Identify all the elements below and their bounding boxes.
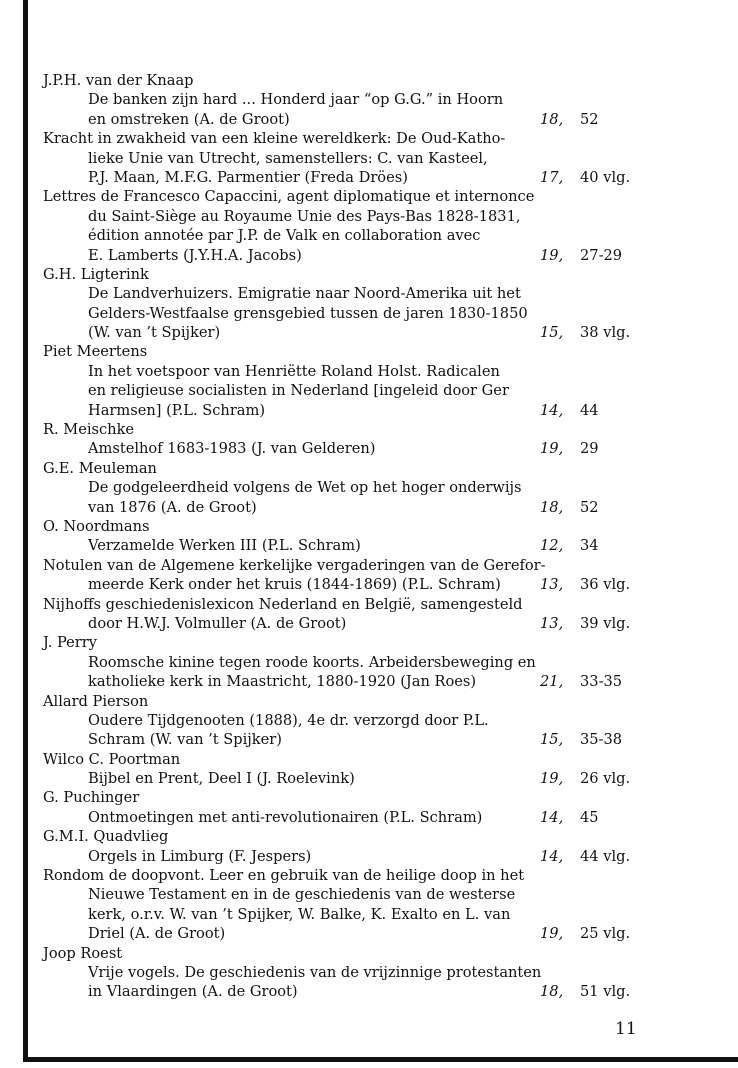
entry-text: De banken zijn hard ... Honderd jaar “op G.G.” in Hoorn xyxy=(88,91,504,109)
entry-text: De godgeleerdheid volgens de Wet op het hoger onderwijs xyxy=(88,479,522,497)
page-reference: 45 xyxy=(580,808,599,826)
index-entry xyxy=(43,866,713,944)
entry-text: Joop Roest xyxy=(43,944,123,962)
page-reference: 34 xyxy=(580,537,599,555)
entry-continuation xyxy=(43,575,713,594)
entry-text: Roomsche kinine tegen roode koorts. Arbeidersbeweging en xyxy=(88,653,536,671)
entry-heading xyxy=(43,827,713,846)
entry-text: Vrije vogels. De geschiedenis van de vrijzinnige protestanten xyxy=(88,963,542,981)
entry-text: en religieuse socialisten in Nederland [ingeleid door Ger xyxy=(88,382,509,400)
entry-text: Verzamelde Werken III (P.L. Schram) xyxy=(88,537,361,555)
entry-continuation xyxy=(43,730,713,749)
index-entry xyxy=(43,459,713,517)
entry-continuation xyxy=(43,536,713,555)
entry-continuation xyxy=(43,982,713,1001)
entry-continuation xyxy=(43,885,713,904)
entry-text: kerk, o.r.v. W. van ’t Spijker, W. Balke, K. Exalto en L. van xyxy=(88,905,511,923)
index-entry xyxy=(43,420,713,459)
entry-text: Gelders-Westfaalse grensgebied tussen de jaren 1830-1850 xyxy=(88,304,528,322)
entry-text: van 1876 (A. de Groot) xyxy=(88,498,257,516)
entry-continuation xyxy=(43,401,713,420)
index-entry xyxy=(43,265,713,343)
volume-number: 13, xyxy=(540,614,564,632)
entry-heading xyxy=(43,517,713,536)
page-reference: 39 vlg. xyxy=(580,614,631,632)
page-reference: 52 xyxy=(580,110,599,128)
entry-text: O. Noordmans xyxy=(43,517,150,535)
index-entry xyxy=(43,129,713,187)
entry-text: P.J. Maan, M.F.G. Parmentier (Freda Dröes) xyxy=(88,168,408,186)
index-entry xyxy=(43,692,713,750)
entry-text: édition annotée par J.P. de Valk en collaboration avec xyxy=(88,227,481,245)
entry-heading xyxy=(43,265,713,284)
page-reference: 33-35 xyxy=(580,673,623,691)
entry-text: G. Puchinger xyxy=(43,789,140,807)
entry-text: Wilco C. Poortman xyxy=(43,750,181,768)
entry-continuation xyxy=(43,149,713,168)
entry-text: Driel (A. de Groot) xyxy=(88,925,226,943)
volume-number: 19, xyxy=(540,440,564,458)
entry-heading xyxy=(43,187,713,206)
entry-continuation xyxy=(43,924,713,943)
index-entry xyxy=(43,342,713,420)
entry-text: door H.W.J. Volmuller (A. de Groot) xyxy=(88,614,347,632)
entry-continuation xyxy=(43,110,713,129)
entry-text: Harmsen] (P.L. Schram) xyxy=(88,401,266,419)
page-reference: 44 vlg. xyxy=(580,847,631,865)
entry-continuation xyxy=(43,207,713,226)
entry-heading xyxy=(43,692,713,711)
page-reference: 38 vlg. xyxy=(580,324,631,342)
page-reference: 44 xyxy=(580,401,599,419)
entry-continuation xyxy=(43,246,713,265)
volume-number: 17, xyxy=(540,168,564,186)
entry-continuation xyxy=(43,711,713,730)
entry-text: lieke Unie van Utrecht, samenstellers: C. van Kasteel, xyxy=(88,149,488,167)
entry-text: du Saint-Siège au Royaume Unie des Pays-Bas 1828-1831, xyxy=(88,207,521,225)
entry-text: Oudere Tijdgenooten (1888), 4e dr. verzorgd door P.L. xyxy=(88,711,489,729)
volume-number: 19, xyxy=(540,770,564,788)
page-reference: 51 vlg. xyxy=(580,983,631,1001)
entry-text: J. Perry xyxy=(43,634,97,652)
entry-text: en omstreken (A. de Groot) xyxy=(88,110,290,128)
entry-continuation xyxy=(43,304,713,323)
volume-number: 18, xyxy=(540,983,564,1001)
index-entry xyxy=(43,750,713,789)
entry-text: Nieuwe Testament en in de geschiedenis van de westerse xyxy=(88,886,516,904)
page-reference: 35-38 xyxy=(580,731,623,749)
entry-continuation xyxy=(43,653,713,672)
entry-text: (W. van ’t Spijker) xyxy=(88,324,221,342)
entry-heading xyxy=(43,420,713,439)
entry-heading xyxy=(43,595,713,614)
entry-text: Ontmoetingen met anti-revolutionairen (P.L. Schram) xyxy=(88,808,483,826)
volume-number: 15, xyxy=(540,324,564,342)
entry-text: R. Meischke xyxy=(43,421,135,439)
entry-heading xyxy=(43,71,713,90)
volume-number: 14, xyxy=(540,401,564,419)
entry-text: G.M.I. Quadvlieg xyxy=(43,828,169,846)
page-reference: 36 vlg. xyxy=(580,576,631,594)
entry-text: Lettres de Francesco Capaccini, agent diplomatique et internonce xyxy=(43,188,535,206)
entry-continuation xyxy=(43,847,713,866)
volume-number: 13, xyxy=(540,576,564,594)
entry-heading xyxy=(43,129,713,148)
volume-number: 19, xyxy=(540,925,564,943)
entry-text: Orgels in Limburg (F. Jespers) xyxy=(88,847,312,865)
entry-text: Notulen van de Algemene kerkelijke vergaderingen van de Gerefor- xyxy=(43,556,546,574)
entry-text: Bijbel en Prent, Deel I (J. Roelevink) xyxy=(88,770,355,788)
entry-text: Nijhoffs geschiedenislexicon Nederland en België, samengesteld xyxy=(43,595,523,613)
page-reference: 27-29 xyxy=(580,246,623,264)
volume-number: 12, xyxy=(540,537,564,555)
entry-heading xyxy=(43,459,713,478)
entry-heading xyxy=(43,944,713,963)
entry-text: Kracht in zwakheid van een kleine wereldkerk: De Oud-Katho- xyxy=(43,130,506,148)
entry-text: Amstelhof 1683-1983 (J. van Gelderen) xyxy=(88,440,376,458)
entry-continuation xyxy=(43,381,713,400)
entry-text: meerde Kerk onder het kruis (1844-1869) (P.L. Schram) xyxy=(88,576,501,594)
entry-continuation xyxy=(43,362,713,381)
page-reference: 29 xyxy=(580,440,599,458)
entry-continuation xyxy=(43,672,713,691)
entry-text: G.H. Ligterink xyxy=(43,265,149,283)
entry-text: G.E. Meuleman xyxy=(43,459,157,477)
entry-text: katholieke kerk in Maastricht, 1880-1920 (Jan Roes) xyxy=(88,673,477,691)
entry-continuation xyxy=(43,478,713,497)
entry-continuation xyxy=(43,614,713,633)
entry-text: Piet Meertens xyxy=(43,343,148,361)
index-entry xyxy=(43,71,713,129)
index-entry xyxy=(43,517,713,556)
entry-continuation xyxy=(43,168,713,187)
page-reference: 40 vlg. xyxy=(580,168,631,186)
entry-continuation xyxy=(43,808,713,827)
entry-continuation xyxy=(43,769,713,788)
entry-heading xyxy=(43,750,713,769)
entry-text: In het voetspoor van Henriëtte Roland Holst. Radicalen xyxy=(88,362,500,380)
index-entry xyxy=(43,944,713,1002)
index-entry xyxy=(43,595,713,634)
entry-heading xyxy=(43,788,713,807)
volume-number: 18, xyxy=(540,498,564,516)
entry-heading xyxy=(43,866,713,885)
index-list xyxy=(43,71,713,1002)
volume-number: 18, xyxy=(540,110,564,128)
entry-continuation xyxy=(43,284,713,303)
volume-number: 15, xyxy=(540,731,564,749)
volume-number: 14, xyxy=(540,847,564,865)
volume-number: 14, xyxy=(540,808,564,826)
index-entry xyxy=(43,827,713,866)
entry-continuation xyxy=(43,905,713,924)
page-reference: 52 xyxy=(580,498,599,516)
entry-heading xyxy=(43,556,713,575)
entry-continuation xyxy=(43,439,713,458)
entry-text: E. Lamberts (J.Y.H.A. Jacobs) xyxy=(88,246,302,264)
index-entry xyxy=(43,556,713,595)
page-reference: 26 vlg. xyxy=(580,770,631,788)
entry-text: in Vlaardingen (A. de Groot) xyxy=(88,983,298,1001)
page-reference: 25 vlg. xyxy=(580,925,631,943)
entry-continuation xyxy=(43,498,713,517)
index-entry xyxy=(43,788,713,827)
entry-continuation xyxy=(43,90,713,109)
index-entry xyxy=(43,187,713,265)
entry-continuation xyxy=(43,963,713,982)
entry-heading xyxy=(43,342,713,361)
entry-heading xyxy=(43,633,713,652)
entry-text: Schram (W. van ’t Spijker) xyxy=(88,731,282,749)
entry-text: De Landverhuizers. Emigratie naar Noord-Amerika uit het xyxy=(88,285,521,303)
volume-number: 21, xyxy=(540,673,564,691)
entry-text: Allard Pierson xyxy=(43,692,149,710)
entry-text: J.P.H. van der Knaap xyxy=(43,72,194,89)
page-number: 11 xyxy=(615,1019,637,1039)
entry-text: Rondom de doopvont. Leer en gebruik van de heilige doop in het xyxy=(43,867,525,885)
index-entry xyxy=(43,633,713,691)
entry-continuation xyxy=(43,323,713,342)
entry-continuation xyxy=(43,226,713,245)
volume-number: 19, xyxy=(540,246,564,264)
